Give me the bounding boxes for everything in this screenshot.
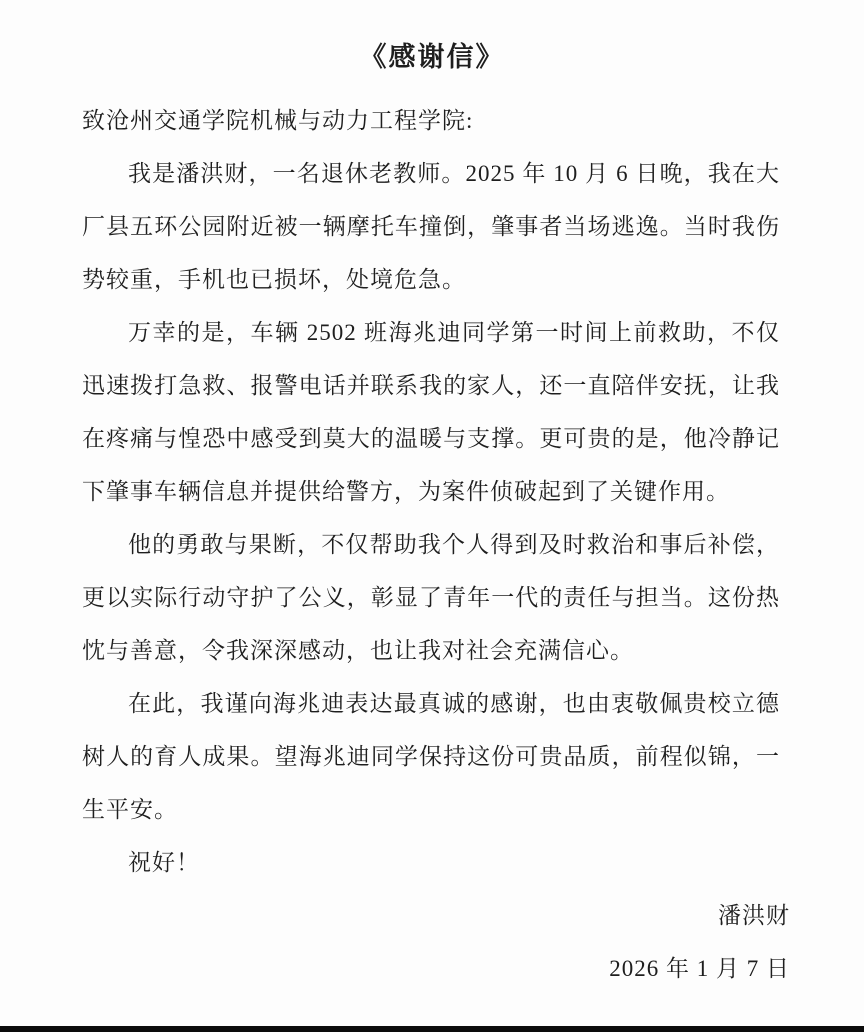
signature-block	[82, 889, 790, 995]
letter-date: 2026 年 1 月 7 日	[609, 956, 790, 981]
letter-content	[82, 94, 780, 889]
signature-name: 潘洪财	[718, 903, 790, 928]
letter-title: 《感谢信》	[359, 42, 505, 72]
letter-salutation: 致沧州交通学院机械与动力工程学院:	[82, 108, 474, 133]
letter-paragraph-1: 我是潘洪财，一名退休老教师。2025 年 10 月 6 日晚，我在大厂县五环公园附近被一辆摩托车撞倒，肇事者当场逃逸。当时我伤势较重，手机也已损坏，处境危急。	[82, 161, 780, 292]
letter-closing: 祝好！	[128, 850, 200, 875]
letter-paragraph-4: 在此，我谨向海兆迪表达最真诚的感谢，也由衷敬佩贵校立德树人的育人成果。望海兆迪同学保持这份可贵品质，前程似锦，一生平安。	[82, 691, 780, 822]
letter-paragraph-3: 他的勇敢与果断，不仅帮助我个人得到及时救治和事后补偿，更以实际行动守护了公义，彰显了青年一代的责任与担当。这份热忱与善意，令我深深感动，也让我对社会充满信心。	[82, 532, 780, 663]
bottom-edge-bar	[0, 1026, 864, 1032]
letter-paragraph-2: 万幸的是，车辆 2502 班海兆迪同学第一时间上前救助，不仅迅速拨打急救、报警电话并联系我的家人，还一直陪伴安抚，让我在疼痛与惶恐中感受到莫大的温暖与支撑。更可贵的是，他冷静记下肇事车辆信息并提供给警方，为案件侦破起到了关键作用。	[82, 320, 780, 504]
